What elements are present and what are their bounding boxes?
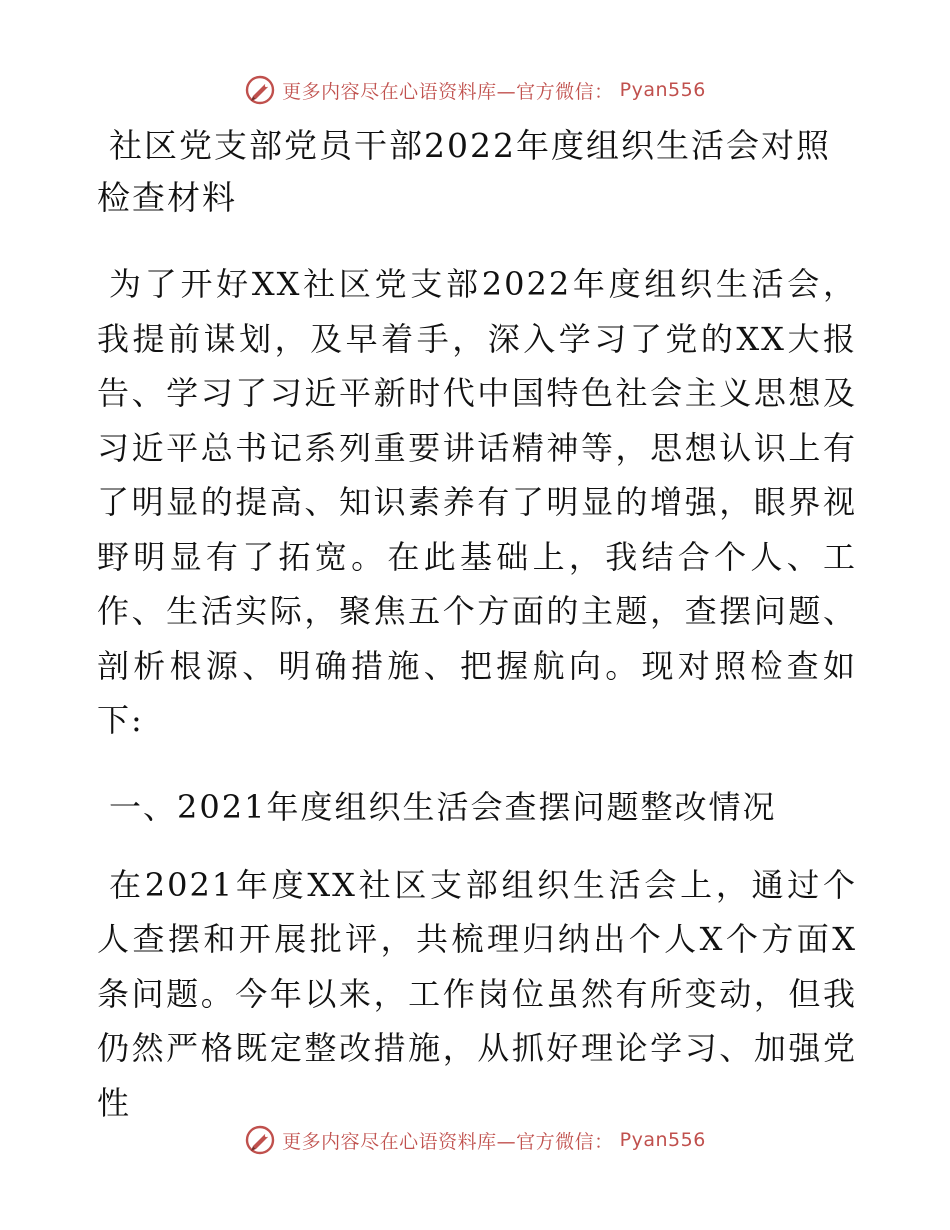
- banner-text: 更多内容尽在心语资料库—官方微信：: [282, 1130, 614, 1153]
- banner-wechat-id: Pyan556: [619, 79, 706, 101]
- section-heading-1: 一、2021年度组织生活会查摆问题整改情况: [109, 787, 777, 826]
- banner-wechat-id: Pyan556: [619, 1129, 706, 1151]
- footer-watermark-banner: [0, 1124, 950, 1156]
- pen-logo-icon: [244, 1124, 276, 1156]
- pen-logo-icon: [244, 74, 276, 106]
- banner-text: 更多内容尽在心语资料库—官方微信：: [282, 80, 614, 103]
- section-1-paragraph: 在2021年度XX社区支部组织生活会上，通过个人查摆和开展批评，共梳理归纳出个人X个方面X条问题。今年以来，工作岗位虽然有所变动，但我仍然严格既定整改措施，从抓好理论学习、加强党性: [97, 865, 857, 1122]
- intro-paragraph: 为了开好XX社区党支部2022年度组织生活会，我提前谋划，及早着手，深入学习了党的XX大报告、学习了习近平新时代中国特色社会主义思想及习近平总书记系列重要讲话精神等，思想认识上有了明显的提高、知识素养有了明显的增强，眼界视野明显有了拓宽。在此基础上，我结合个人、工作、生活实际，聚焦五个方面的主题，查摆问题、剖析根源、明确措施、把握航向。现对照检查如下:: [97, 265, 857, 739]
- document-title: 社区党支部党员干部2022年度组织生活会对照检查材料: [97, 126, 831, 217]
- document-body: [97, 120, 857, 1130]
- header-watermark-banner: [0, 74, 950, 106]
